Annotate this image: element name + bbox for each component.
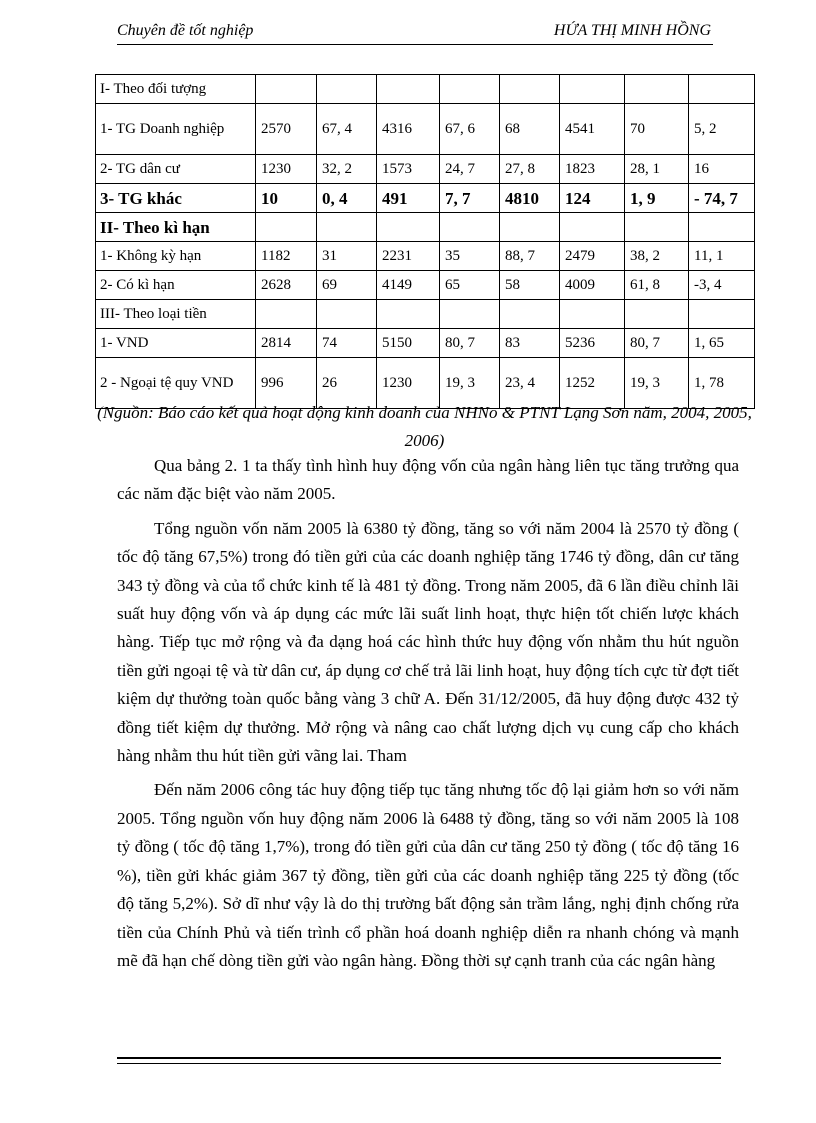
table-cell: 61, 8 (625, 271, 689, 300)
source-text: Nguồn: Báo cáo kết quả hoạt động kinh doanh của NHNo & PTNT Lạng Sơn năm, 2004, 2005, 2006 (102, 403, 752, 450)
table-cell: 74 (317, 329, 377, 358)
table-cell (256, 300, 317, 329)
row-label: 3- TG khác (96, 184, 256, 213)
table-cell: 5236 (560, 329, 625, 358)
table-cell: 80, 7 (440, 329, 500, 358)
row-label: 2 - Ngoại tệ quy VND (96, 358, 256, 409)
table-cell: 4009 (560, 271, 625, 300)
table-cell: 38, 2 (625, 242, 689, 271)
paragraph: Qua bảng 2. 1 ta thấy tình hình huy động vốn của ngân hàng liên tục tăng trưởng qua các năm đặc biệt vào năm 2005. (117, 456, 739, 504)
table-cell: 23, 4 (500, 358, 560, 409)
table-cell (256, 213, 317, 242)
table-cell (560, 75, 625, 104)
table-cell: 491 (377, 184, 440, 213)
row-label: 1- Không kỳ hạn (96, 242, 256, 271)
table-cell (689, 300, 755, 329)
row-label: I- Theo đối tượng (96, 75, 256, 104)
row-label: 1- TG Doanh nghiệp (96, 104, 256, 155)
footer-rule (117, 1057, 721, 1064)
row-label: 2- Có kì hạn (96, 271, 256, 300)
paragraph: Tổng nguồn vốn năm 2005 là 6380 tỷ đồng, tăng so với năm 2004 là 2570 tỷ đồng ( tốc độ tăng 67,5%) trong đó tiền gửi của các doanh nghiệp tăng 1746 tỷ đồng, dân cư tăng 343 tỷ đồng và của tổ chức kinh tế là 481 tỷ đồng. Trong năm 2005, đã 6 lần điều chỉnh lãi suất huy động vốn và áp dụng các mức lãi suất linh hoạt, thực hiện tốt chiến lược khách hàng. Tiếp tục mở rộng và đa dạng hoá các hình thức huy động vốn nhằm thu hút nguồn tiền gửi ngoại tệ và từ dân cư, áp dụng cơ chế trả lãi linh hoạt, huy động tích cực từ đợt tiết kiệm dự thưởng toàn quốc bằng vàng 3 chữ A. Đến 31/12/2005, đã huy động được 432 tỷ đồng tiết kiệm dự thưởng. Mở rộng và nâng cao chất lượng dịch vụ cung cấp cho khách hàng nhằm thu hút tiền gửi vãng lai. Tham (117, 518, 739, 766)
table-cell: 28, 1 (625, 155, 689, 184)
table-row (96, 75, 755, 104)
table-cell (689, 213, 755, 242)
table-cell (560, 213, 625, 242)
table-cell: 2479 (560, 242, 625, 271)
table-cell (377, 213, 440, 242)
table-cell: 26 (317, 358, 377, 409)
table-row (96, 155, 755, 184)
table-cell: 24, 7 (440, 155, 500, 184)
table-cell (377, 75, 440, 104)
table-cell: 7, 7 (440, 184, 500, 213)
table-cell (317, 75, 377, 104)
table-cell: 10 (256, 184, 317, 213)
table-cell (440, 75, 500, 104)
table-cell: 124 (560, 184, 625, 213)
table-cell: 69 (317, 271, 377, 300)
table-cell: 65 (440, 271, 500, 300)
table-cell: 67, 4 (317, 104, 377, 155)
page-header (117, 20, 713, 45)
table-cell: 16 (689, 155, 755, 184)
body-text (117, 452, 739, 981)
paragraph: Đến năm 2006 công tác huy động tiếp tục tăng nhưng tốc độ lại giảm hơn so với năm 2005. Tổng nguồn vốn huy động năm 2006 là 6488 tỷ đồng, tăng so với năm 2005 là 108 tỷ đồng ( tốc độ tăng 1,7%), trong đó tiền gửi của dân cư tăng 250 tỷ đồng ( tốc độ tăng 16 %), tiền gửi khác giảm 367 tỷ đồng, tiền gửi của các doanh nghiệp tăng 225 tỷ đồng (tốc độ tăng 5,2%). Sở dĩ như vậy là do thị trường bất động sản trầm lắng, nghị định chống rửa tiền của Chính Phủ và tiến trình cổ phần hoá doanh nghiệp diễn ra nhanh chóng và mạnh mẽ đã hạn chế dòng tiền gửi vào ngân hàng. Đồng thời sự cạnh tranh của các ngân hàng (117, 780, 739, 970)
table-cell: 35 (440, 242, 500, 271)
table-cell: 80, 7 (625, 329, 689, 358)
table-row (96, 242, 755, 271)
table-cell: 2628 (256, 271, 317, 300)
row-label: 1- VND (96, 329, 256, 358)
table-cell: 32, 2 (317, 155, 377, 184)
table-cell: - 74, 7 (689, 184, 755, 213)
table-cell (625, 213, 689, 242)
table-cell: 19, 3 (625, 358, 689, 409)
table-cell: 1573 (377, 155, 440, 184)
table-row (96, 271, 755, 300)
table-cell: 1252 (560, 358, 625, 409)
table-row (96, 184, 755, 213)
table-cell (689, 75, 755, 104)
table-cell: 88, 7 (500, 242, 560, 271)
table-cell: 1823 (560, 155, 625, 184)
table-cell: 1182 (256, 242, 317, 271)
table-row (96, 300, 755, 329)
table-cell: 4316 (377, 104, 440, 155)
row-label: 2- TG dân cư (96, 155, 256, 184)
table-cell (500, 300, 560, 329)
header-title: Chuyên đề tốt nghiệp (117, 22, 254, 39)
table-cell: 2570 (256, 104, 317, 155)
table-source-note: (Nguồn: Báo cáo kết quả hoạt động kinh doanh của NHNo & PTNT Lạng Sơn năm, 2004, 2005, 2006) (97, 403, 752, 450)
table-cell (500, 75, 560, 104)
table-row (96, 104, 755, 155)
table-cell (625, 300, 689, 329)
table-cell: 1230 (256, 155, 317, 184)
table-cell (256, 75, 317, 104)
header-author: HỨA THỊ MINH HỒNG (553, 22, 711, 39)
table-cell (440, 213, 500, 242)
table-cell: 83 (500, 329, 560, 358)
table-cell: 27, 8 (500, 155, 560, 184)
table-cell (500, 213, 560, 242)
table-cell (377, 300, 440, 329)
table-cell: 31 (317, 242, 377, 271)
table-cell: 1, 65 (689, 329, 755, 358)
table-cell: -3, 4 (689, 271, 755, 300)
table-cell: 1230 (377, 358, 440, 409)
table-cell (440, 300, 500, 329)
table-cell: 1, 9 (625, 184, 689, 213)
row-label: II- Theo kì hạn (96, 213, 256, 242)
row-label: III- Theo loại tiền (96, 300, 256, 329)
table-cell: 5, 2 (689, 104, 755, 155)
table-row (96, 213, 755, 242)
table-cell: 1, 78 (689, 358, 755, 409)
table-cell: 996 (256, 358, 317, 409)
deposit-table (95, 74, 755, 409)
table-cell: 67, 6 (440, 104, 500, 155)
table-cell: 58 (500, 271, 560, 300)
table-cell (317, 300, 377, 329)
table-cell (625, 75, 689, 104)
table-cell: 11, 1 (689, 242, 755, 271)
table-cell (317, 213, 377, 242)
table-cell: 0, 4 (317, 184, 377, 213)
table-cell (560, 300, 625, 329)
table-cell: 4810 (500, 184, 560, 213)
table-cell: 2231 (377, 242, 440, 271)
table-cell: 2814 (256, 329, 317, 358)
table-cell: 4149 (377, 271, 440, 300)
table-cell: 4541 (560, 104, 625, 155)
table-cell: 5150 (377, 329, 440, 358)
table-cell: 68 (500, 104, 560, 155)
table-cell: 19, 3 (440, 358, 500, 409)
table-row (96, 329, 755, 358)
table-cell: 70 (625, 104, 689, 155)
